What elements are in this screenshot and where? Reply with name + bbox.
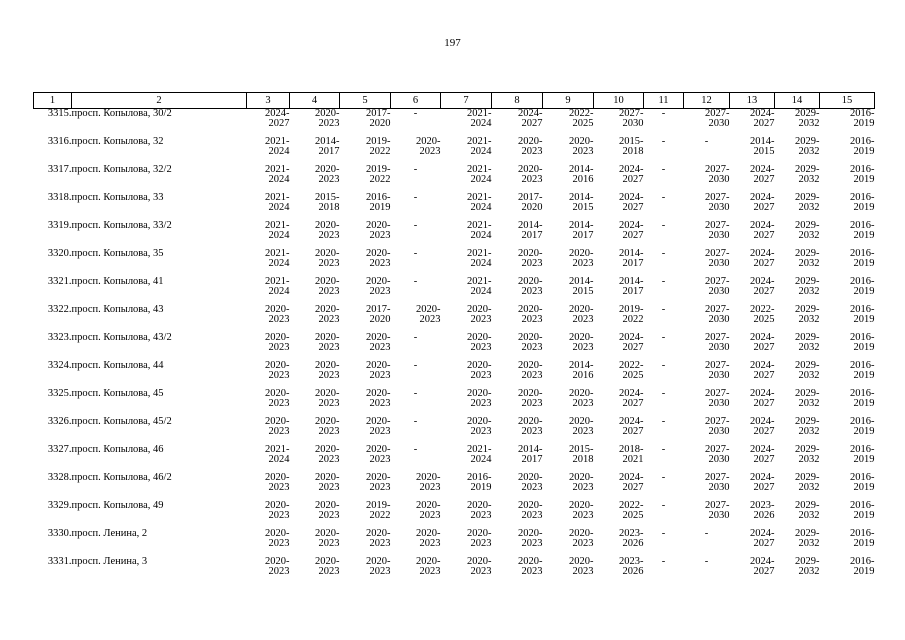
period-cell: 2027- 2030 (705, 444, 730, 465)
period-cell: 2020- 2023 (518, 416, 543, 437)
address-cell: просп. Копылова, 45 (71, 388, 164, 399)
table-row (34, 165, 875, 193)
period-cell: - (413, 444, 418, 455)
period-cell: 2027- 2030 (705, 276, 730, 297)
period-cell: 2020- 2023 (518, 164, 543, 185)
period-cell: 2029- 2032 (795, 444, 820, 465)
period-cell: 2016- 2019 (850, 416, 875, 437)
period-cell: 2024- 2027 (750, 164, 775, 185)
period-cell: 2020- 2023 (315, 528, 340, 549)
period-cell: - (661, 220, 666, 231)
period-cell: 2020- 2023 (416, 136, 441, 157)
period-cell: 2029- 2032 (795, 164, 820, 185)
period-cell: 2020- 2023 (366, 388, 391, 409)
period-cell: 2016- 2019 (850, 500, 875, 521)
period-cell: 2020- 2023 (416, 472, 441, 493)
period-cell: 2016- 2019 (850, 248, 875, 269)
period-cell: 2020- 2023 (518, 556, 543, 577)
table-row (34, 249, 875, 277)
table-row (34, 305, 875, 333)
period-cell: - (413, 220, 418, 231)
period-cell: 2016- 2019 (850, 388, 875, 409)
period-cell: - (661, 304, 666, 315)
period-cell: 2016- 2019 (850, 528, 875, 549)
row-number: 3325. (47, 388, 72, 399)
row-number: 3317. (47, 164, 72, 175)
address-cell: просп. Копылова, 44 (71, 360, 164, 371)
period-cell: 2024- 2027 (619, 220, 644, 241)
period-cell: 2021- 2024 (265, 444, 290, 465)
period-cell: 2024- 2027 (619, 332, 644, 353)
table-row (34, 193, 875, 221)
period-cell: 2020- 2023 (315, 444, 340, 465)
period-cell: 2024- 2027 (619, 388, 644, 409)
table-row (34, 501, 875, 529)
period-cell: 2024- 2027 (750, 528, 775, 549)
table-row (34, 221, 875, 249)
period-cell: 2020- 2023 (315, 388, 340, 409)
period-cell: 2016- 2019 (850, 192, 875, 213)
period-cell: 2024- 2027 (619, 472, 644, 493)
period-cell: - (413, 248, 418, 259)
address-cell: просп. Копылова, 33 (71, 192, 164, 203)
period-cell: 2022- 2025 (569, 108, 594, 129)
period-cell: 2027- 2030 (705, 472, 730, 493)
period-cell: 2020- 2023 (315, 500, 340, 521)
period-cell: 2016- 2019 (850, 360, 875, 381)
period-cell: 2020- 2023 (315, 276, 340, 297)
period-cell: 2020- 2023 (518, 500, 543, 521)
period-cell: 2014- 2017 (518, 444, 543, 465)
column-header: 12 (684, 93, 730, 109)
address-cell: просп. Ленина, 3 (71, 556, 148, 567)
period-cell: 2016- 2019 (467, 472, 492, 493)
column-header: 11 (644, 93, 684, 109)
period-cell: 2020- 2023 (366, 444, 391, 465)
period-cell: 2029- 2032 (795, 416, 820, 437)
period-cell: 2020- 2023 (265, 304, 290, 325)
period-cell: 2020- 2023 (416, 528, 441, 549)
period-cell: 2016- 2019 (850, 136, 875, 157)
period-cell: - (413, 360, 418, 371)
period-cell: 2020- 2023 (366, 248, 391, 269)
address-cell: просп. Копылова, 49 (71, 500, 164, 511)
table-row (34, 529, 875, 557)
row-number: 3329. (47, 500, 72, 511)
period-cell: 2019- 2022 (366, 136, 391, 157)
period-cell: 2017- 2020 (518, 192, 543, 213)
period-cell: 2029- 2032 (795, 332, 820, 353)
column-header: 13 (730, 93, 775, 109)
period-cell: 2023- 2026 (750, 500, 775, 521)
period-cell: 2014- 2016 (569, 164, 594, 185)
period-cell: 2029- 2032 (795, 276, 820, 297)
period-cell: - (704, 556, 709, 567)
address-cell: просп. Копылова, 46 (71, 444, 164, 455)
period-cell: 2024- 2027 (619, 164, 644, 185)
period-cell: 2029- 2032 (795, 220, 820, 241)
period-cell: 2020- 2023 (366, 360, 391, 381)
period-cell: - (661, 276, 666, 287)
address-cell: просп. Копылова, 43 (71, 304, 164, 315)
period-cell: 2027- 2030 (619, 108, 644, 129)
period-cell: 2021- 2024 (467, 164, 492, 185)
period-cell: 2019- 2022 (619, 304, 644, 325)
period-cell: 2027- 2030 (705, 332, 730, 353)
period-cell: 2020- 2023 (315, 108, 340, 129)
period-cell: 2020- 2023 (569, 248, 594, 269)
period-cell: 2020- 2023 (265, 360, 290, 381)
row-number: 3330. (47, 528, 72, 539)
address-cell: просп. Ленина, 2 (71, 528, 148, 539)
period-cell: 2021- 2024 (265, 220, 290, 241)
period-cell: 2020- 2023 (569, 472, 594, 493)
period-cell: 2020- 2023 (315, 220, 340, 241)
period-cell: 2020- 2023 (265, 388, 290, 409)
column-header: 3 (247, 93, 290, 109)
period-cell: - (704, 528, 709, 539)
period-cell: 2020- 2023 (467, 304, 492, 325)
period-cell: 2020- 2023 (569, 304, 594, 325)
period-cell: 2020- 2023 (416, 556, 441, 577)
period-cell: 2024- 2027 (750, 388, 775, 409)
page-number: 197 (444, 37, 461, 49)
period-cell: 2020- 2023 (569, 416, 594, 437)
period-cell: 2020- 2023 (518, 472, 543, 493)
period-cell: 2020- 2023 (265, 556, 290, 577)
period-cell: 2021- 2024 (265, 136, 290, 157)
period-cell: 2029- 2032 (795, 248, 820, 269)
table-row (34, 389, 875, 417)
period-cell: 2021- 2024 (467, 276, 492, 297)
period-cell: 2021- 2024 (467, 220, 492, 241)
table-row (34, 417, 875, 445)
period-cell: - (661, 528, 666, 539)
period-cell: 2024- 2027 (750, 108, 775, 129)
period-cell: 2020- 2023 (467, 360, 492, 381)
period-cell: 2024- 2027 (518, 108, 543, 129)
period-cell: 2014- 2015 (750, 136, 775, 157)
period-cell: 2015- 2018 (569, 444, 594, 465)
period-cell: 2016- 2019 (850, 304, 875, 325)
period-cell: 2016- 2019 (850, 220, 875, 241)
period-cell: 2027- 2030 (705, 304, 730, 325)
row-number: 3320. (47, 248, 72, 259)
period-cell: - (413, 276, 418, 287)
column-header: 9 (543, 93, 594, 109)
period-cell: - (661, 192, 666, 203)
period-cell: 2014- 2017 (315, 136, 340, 157)
period-cell: 2029- 2032 (795, 192, 820, 213)
period-cell: 2020- 2023 (569, 136, 594, 157)
address-cell: просп. Копылова, 32/2 (71, 164, 172, 175)
period-cell: 2020- 2023 (315, 164, 340, 185)
column-header: 14 (775, 93, 820, 109)
period-cell: 2020- 2023 (366, 556, 391, 577)
period-cell: 2020- 2023 (315, 556, 340, 577)
period-cell: 2024- 2027 (750, 332, 775, 353)
period-cell: 2021- 2024 (467, 136, 492, 157)
period-cell: 2024- 2027 (750, 192, 775, 213)
period-cell: 2029- 2032 (795, 528, 820, 549)
period-cell: - (661, 164, 666, 175)
period-cell: 2014- 2017 (518, 220, 543, 241)
period-cell: 2021- 2024 (265, 248, 290, 269)
period-cell: 2021- 2024 (265, 164, 290, 185)
period-cell: 2022- 2025 (750, 304, 775, 325)
period-cell: 2019- 2022 (366, 500, 391, 521)
header-row (34, 93, 875, 109)
address-cell: просп. Копылова, 33/2 (71, 220, 172, 231)
period-cell: 2029- 2032 (795, 556, 820, 577)
period-cell: 2020- 2023 (518, 360, 543, 381)
period-cell: 2029- 2032 (795, 136, 820, 157)
period-cell: 2029- 2032 (795, 304, 820, 325)
table-row (34, 473, 875, 501)
period-cell: 2014- 2015 (569, 192, 594, 213)
period-cell: 2019- 2022 (366, 164, 391, 185)
period-cell: 2027- 2030 (705, 192, 730, 213)
period-cell: 2020- 2023 (265, 472, 290, 493)
period-cell: 2020- 2023 (265, 500, 290, 521)
column-header: 6 (391, 93, 441, 109)
period-cell: 2020- 2023 (467, 556, 492, 577)
period-cell: 2016- 2019 (850, 556, 875, 577)
period-cell: - (661, 360, 666, 371)
row-number: 3322. (47, 304, 72, 315)
table-row (34, 137, 875, 165)
period-cell: 2020- 2023 (467, 416, 492, 437)
period-cell: 2020- 2023 (569, 332, 594, 353)
address-cell: просп. Копылова, 35 (71, 248, 164, 259)
period-cell: - (413, 332, 418, 343)
period-cell: 2024- 2027 (750, 276, 775, 297)
period-cell: 2027- 2030 (705, 360, 730, 381)
period-cell: 2027- 2030 (705, 248, 730, 269)
table-row (34, 333, 875, 361)
period-cell: 2027- 2030 (705, 164, 730, 185)
column-header: 1 (34, 93, 72, 109)
period-cell: 2020- 2023 (569, 528, 594, 549)
address-cell: просп. Копылова, 41 (71, 276, 164, 287)
period-cell: 2024- 2027 (750, 248, 775, 269)
period-cell: - (413, 388, 418, 399)
period-cell: 2020- 2023 (315, 472, 340, 493)
period-cell: 2015- 2018 (315, 192, 340, 213)
row-number: 3315. (47, 108, 72, 119)
period-cell: 2014- 2015 (569, 276, 594, 297)
period-cell: 2024- 2027 (750, 444, 775, 465)
period-cell: 2016- 2019 (850, 164, 875, 185)
column-header: 10 (594, 93, 644, 109)
period-cell: 2023- 2026 (619, 528, 644, 549)
period-cell: 2024- 2027 (750, 220, 775, 241)
period-cell: 2016- 2019 (850, 444, 875, 465)
period-cell: 2020- 2023 (467, 500, 492, 521)
period-cell: 2014- 2016 (569, 360, 594, 381)
period-cell: 2020- 2023 (265, 332, 290, 353)
period-cell: 2027- 2030 (705, 108, 730, 129)
period-cell: 2020- 2023 (366, 472, 391, 493)
address-cell: просп. Копылова, 46/2 (71, 472, 172, 483)
row-number: 3324. (47, 360, 72, 371)
period-cell: - (413, 416, 418, 427)
period-cell: 2016- 2019 (850, 276, 875, 297)
period-cell: 2016- 2019 (850, 332, 875, 353)
period-cell: - (661, 416, 666, 427)
period-cell: 2020- 2023 (315, 332, 340, 353)
period-cell: - (661, 388, 666, 399)
row-number: 3328. (47, 472, 72, 483)
table-body (34, 109, 875, 586)
period-cell: 2027- 2030 (705, 220, 730, 241)
period-cell: 2020- 2023 (518, 136, 543, 157)
period-cell: 2020- 2023 (518, 248, 543, 269)
period-cell: 2020- 2023 (518, 388, 543, 409)
period-cell: 2014- 2017 (619, 248, 644, 269)
period-cell: 2021- 2024 (467, 444, 492, 465)
row-number: 3321. (47, 276, 72, 287)
period-cell: - (413, 164, 418, 175)
period-cell: 2020- 2023 (416, 500, 441, 521)
column-header: 4 (290, 93, 340, 109)
schedule-table (33, 92, 875, 585)
period-cell: 2020- 2023 (265, 528, 290, 549)
period-cell: - (661, 500, 666, 511)
period-cell: - (413, 192, 418, 203)
row-number: 3323. (47, 332, 72, 343)
period-cell: 2020- 2023 (315, 360, 340, 381)
address-cell: просп. Копылова, 43/2 (71, 332, 172, 343)
period-cell: - (661, 556, 666, 567)
table-row (34, 361, 875, 389)
period-cell: 2022- 2025 (619, 500, 644, 521)
period-cell: 2020- 2023 (366, 332, 391, 353)
period-cell: 2015- 2018 (619, 136, 644, 157)
period-cell: 2020- 2023 (265, 416, 290, 437)
period-cell: 2027- 2030 (705, 416, 730, 437)
period-cell: - (661, 108, 666, 119)
period-cell: 2020- 2023 (366, 220, 391, 241)
period-cell: 2021- 2024 (467, 248, 492, 269)
period-cell: 2020- 2023 (569, 388, 594, 409)
address-cell: просп. Копылова, 45/2 (71, 416, 172, 427)
table-row (34, 557, 875, 585)
period-cell: 2029- 2032 (795, 500, 820, 521)
period-cell: 2027- 2030 (705, 500, 730, 521)
column-header: 2 (72, 93, 247, 109)
period-cell: 2016- 2019 (850, 108, 875, 129)
period-cell: 2020- 2023 (467, 528, 492, 549)
period-cell: 2024- 2027 (750, 360, 775, 381)
row-number: 3318. (47, 192, 72, 203)
column-header: 5 (340, 93, 391, 109)
period-cell: 2024- 2027 (619, 192, 644, 213)
table-row (34, 109, 875, 138)
row-number: 3327. (47, 444, 72, 455)
period-cell: 2021- 2024 (265, 192, 290, 213)
period-cell: 2024- 2027 (750, 416, 775, 437)
table-row (34, 445, 875, 473)
period-cell: 2020- 2023 (518, 332, 543, 353)
address-cell: просп. Копылова, 30/2 (71, 108, 172, 119)
period-cell: 2020- 2023 (569, 556, 594, 577)
row-number: 3319. (47, 220, 72, 231)
period-cell: 2020- 2023 (315, 304, 340, 325)
period-cell: 2020- 2023 (569, 500, 594, 521)
period-cell: 2029- 2032 (795, 360, 820, 381)
period-cell: 2016- 2019 (366, 192, 391, 213)
period-cell: 2020- 2023 (366, 276, 391, 297)
period-cell: 2021- 2024 (265, 276, 290, 297)
period-cell: 2021- 2024 (467, 192, 492, 213)
period-cell: 2014- 2017 (569, 220, 594, 241)
period-cell: - (661, 444, 666, 455)
period-cell: 2017- 2020 (366, 304, 391, 325)
period-cell: - (661, 332, 666, 343)
period-cell: 2016- 2019 (850, 472, 875, 493)
period-cell: 2024- 2027 (750, 556, 775, 577)
row-number: 3316. (47, 136, 72, 147)
row-number: 3326. (47, 416, 72, 427)
period-cell: - (661, 248, 666, 259)
period-cell: 2020- 2023 (366, 528, 391, 549)
period-cell: 2020- 2023 (315, 416, 340, 437)
period-cell: 2020- 2023 (467, 332, 492, 353)
period-cell: 2018- 2021 (619, 444, 644, 465)
period-cell: 2029- 2032 (795, 108, 820, 129)
period-cell: 2017- 2020 (366, 108, 391, 129)
period-cell: 2020- 2023 (315, 248, 340, 269)
column-header: 7 (441, 93, 492, 109)
address-cell: просп. Копылова, 32 (71, 136, 164, 147)
column-header: 15 (820, 93, 875, 109)
period-cell: 2029- 2032 (795, 472, 820, 493)
period-cell: - (661, 136, 666, 147)
period-cell: 2020- 2023 (366, 416, 391, 437)
period-cell: - (661, 472, 666, 483)
column-header: 8 (492, 93, 543, 109)
period-cell: 2027- 2030 (705, 388, 730, 409)
row-number: 3331. (47, 556, 72, 567)
period-cell: 2020- 2023 (416, 304, 441, 325)
period-cell: 2020- 2023 (518, 304, 543, 325)
period-cell: 2022- 2025 (619, 360, 644, 381)
period-cell: 2029- 2032 (795, 388, 820, 409)
period-cell: 2024- 2027 (619, 416, 644, 437)
table-row (34, 277, 875, 305)
period-cell: 2024- 2027 (265, 108, 290, 129)
period-cell: 2023- 2026 (619, 556, 644, 577)
period-cell: 2020- 2023 (518, 276, 543, 297)
period-cell: 2020- 2023 (467, 388, 492, 409)
period-cell: 2014- 2017 (619, 276, 644, 297)
period-cell: 2021- 2024 (467, 108, 492, 129)
period-cell: - (704, 136, 709, 147)
period-cell: 2020- 2023 (518, 528, 543, 549)
period-cell: 2024- 2027 (750, 472, 775, 493)
period-cell: - (413, 108, 418, 119)
